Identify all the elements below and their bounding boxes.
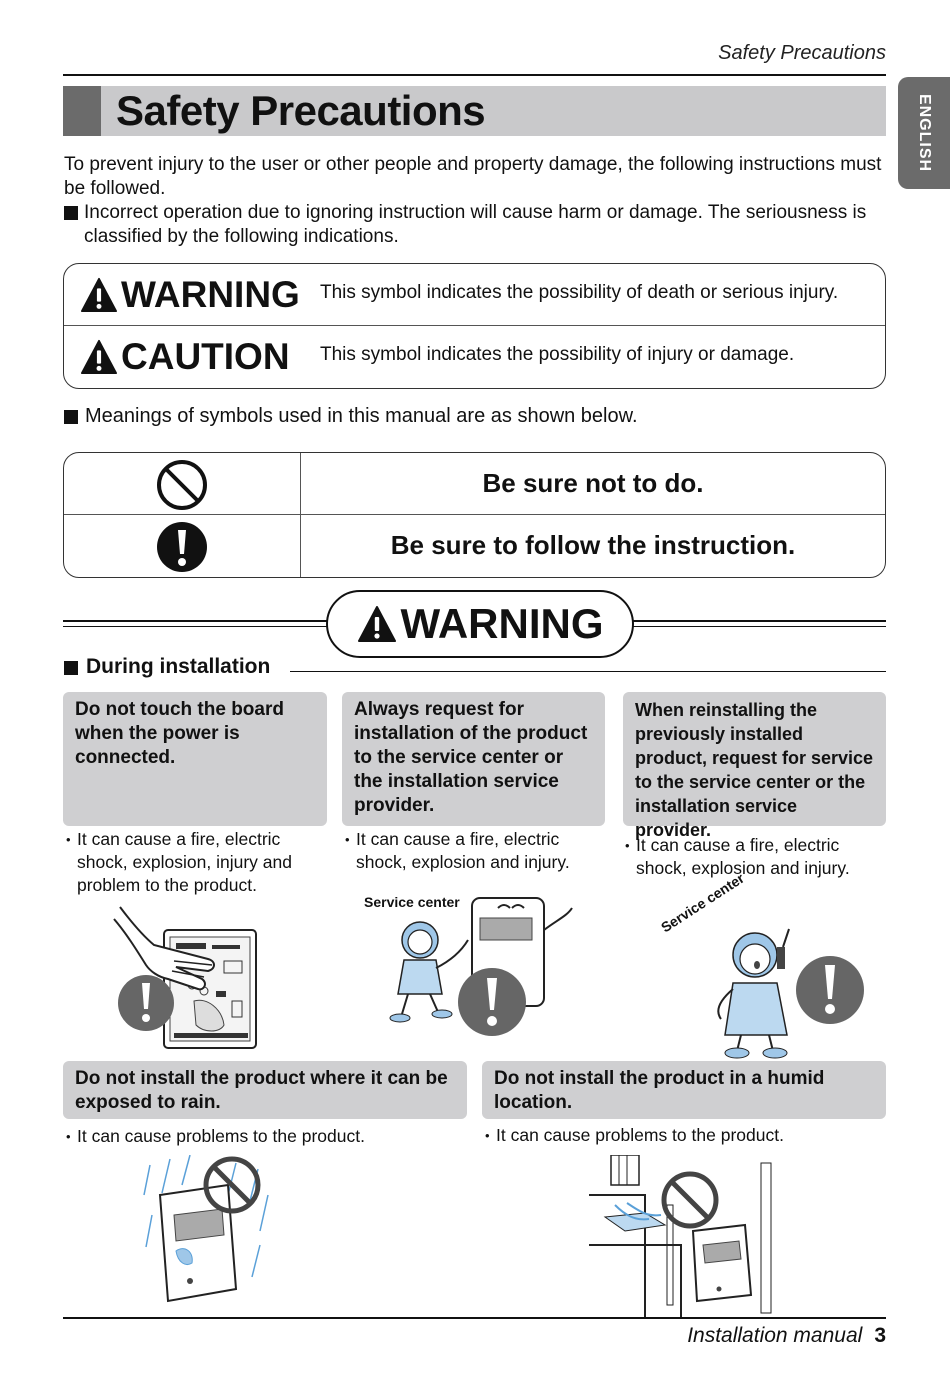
warning-label xyxy=(80,272,300,318)
service-center-label: Service center xyxy=(658,869,748,936)
intro xyxy=(64,153,886,249)
instruction-card: When reinstalling the previously installed product, request for service to the service center or the installation service provider. xyxy=(623,692,886,826)
caution-label-text: CAUTION xyxy=(121,336,290,377)
page-footer xyxy=(500,1324,886,1348)
warning-label-text: WARNING xyxy=(121,274,300,315)
service-center-label: Service center xyxy=(364,894,460,910)
severity-row-warning xyxy=(64,264,885,326)
warning-triangle-icon xyxy=(80,277,118,313)
meanings-intro-text: Meanings of symbols used in this manual are as shown below. xyxy=(85,405,638,427)
symbol-table xyxy=(63,452,886,578)
hand-on-board-illustration xyxy=(112,905,272,1055)
section-rule xyxy=(290,671,886,672)
symbol-text-prohibited: Be sure not to do. xyxy=(482,468,704,498)
title-bar-mark xyxy=(63,86,101,136)
caution-label xyxy=(80,334,290,380)
caution-description: This symbol indicates the possibility of injury or damage. xyxy=(320,344,795,365)
symbol-row-mandatory xyxy=(64,515,885,577)
language-tab-label: ENGLISH xyxy=(916,93,933,173)
humid-location-illustration xyxy=(585,1155,775,1320)
meanings-intro xyxy=(64,405,638,428)
page-number: 3 xyxy=(874,1324,886,1347)
severity-row-caution xyxy=(64,326,885,388)
instruction-note: • It can cause problems to the product. xyxy=(64,1125,464,1148)
square-bullet-icon xyxy=(64,410,78,424)
instruction-note: • It can cause a fire, electric shock, explosion and injury. xyxy=(623,834,883,880)
mandatory-icon xyxy=(156,521,208,573)
rain-exposure-illustration xyxy=(140,1155,280,1315)
caution-triangle-icon xyxy=(80,339,118,375)
instruction-note: • It can cause a fire, electric shock, explosion and injury. xyxy=(343,828,603,874)
intro-bullet xyxy=(64,201,886,249)
footer-manual-title: Installation manual xyxy=(687,1324,863,1347)
warning-banner xyxy=(326,590,634,658)
prohibited-icon xyxy=(156,459,208,511)
section-heading xyxy=(64,655,280,679)
top-rule xyxy=(63,74,886,76)
instruction-card: Do not touch the board when the power is connected. xyxy=(63,692,327,826)
warning-triangle-icon xyxy=(357,605,397,643)
service-center-call-illustration xyxy=(655,895,870,1060)
bottom-rule xyxy=(63,1317,886,1319)
section-heading-text: During installation xyxy=(86,655,271,678)
instruction-card: Do not install the product in a humid location. xyxy=(482,1061,886,1119)
intro-paragraph: To prevent injury to the user or other people and property damage, the following instructions must be followed. xyxy=(64,154,882,199)
instruction-note: • It can cause a fire, electric shock, explosion, injury and problem to the product. xyxy=(64,828,324,897)
warning-banner-text: WARNING xyxy=(400,600,604,647)
instruction-card: Always request for installation of the product to the service center or the installation service provider. xyxy=(342,692,605,826)
symbol-row-prohibited xyxy=(64,453,885,515)
instruction-note: • It can cause problems to the product. xyxy=(483,1124,883,1147)
severity-table xyxy=(63,263,886,389)
warning-description: This symbol indicates the possibility of death or serious injury. xyxy=(320,282,839,303)
instruction-card: Do not install the product where it can be exposed to rain. xyxy=(63,1061,467,1119)
page-title: Safety Precautions xyxy=(116,87,486,134)
running-header: Safety Precautions xyxy=(718,42,886,64)
title-bar xyxy=(63,86,886,136)
intro-bullet-text: Incorrect operation due to ignoring instruction will cause harm or damage. The seriousness is classified by the following indications. xyxy=(84,202,867,247)
square-bullet-icon xyxy=(64,206,78,220)
symbol-text-mandatory: Be sure to follow the instruction. xyxy=(390,530,796,560)
square-bullet-icon xyxy=(64,661,78,675)
language-tab xyxy=(898,77,950,189)
service-center-illustration xyxy=(362,890,582,1040)
